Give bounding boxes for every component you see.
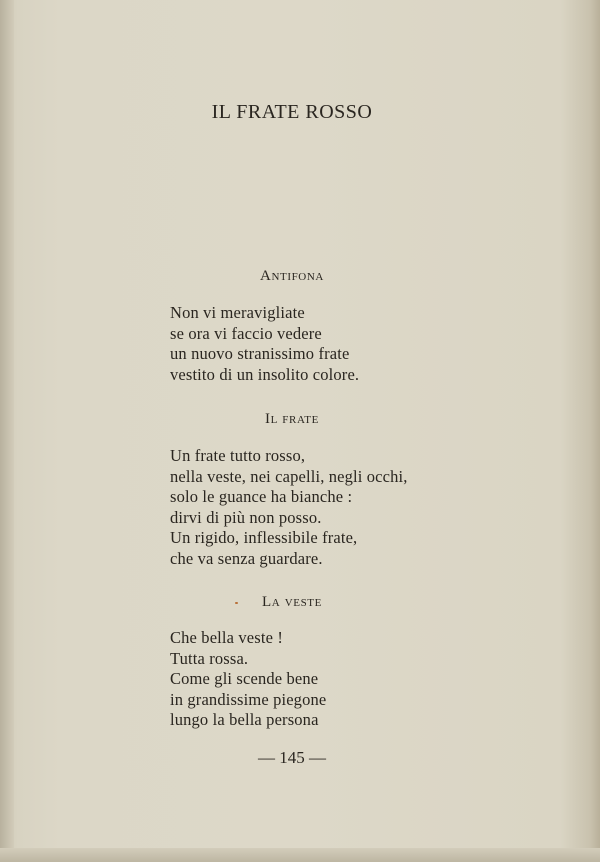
verse-line: Tutta rossa.	[170, 648, 249, 668]
verse-line: Che bella veste !	[170, 628, 283, 647]
section-heading-il-frate: Il frate	[265, 411, 319, 427]
paper-speck	[235, 602, 238, 604]
verse-line: in grandissime piegone	[170, 689, 327, 709]
page-bottom-edge	[0, 848, 600, 862]
verse-line: vestito di un insolito colore.	[170, 364, 360, 384]
verse-line: dirvi di più non posso.	[170, 507, 322, 527]
section-heading-antifona: Antifona	[260, 268, 324, 284]
page-number: — 145 —	[258, 748, 326, 767]
section-heading-la-veste: La veste	[262, 594, 322, 610]
verse-line: che va senza guardare.	[170, 548, 323, 568]
verse-line: Un rigido, inflessibile frate,	[170, 528, 358, 547]
verse-line: se ora vi faccio vedere	[170, 323, 322, 343]
poem-title: IL FRATE ROSSO	[211, 101, 373, 123]
page-gutter	[0, 0, 14, 862]
stanza-la-veste	[170, 628, 326, 731]
stanza-il-frate	[170, 446, 408, 569]
verse-line: nella veste, nei capelli, negli occhi,	[170, 466, 408, 486]
verse-line: solo le guance ha bianche :	[170, 487, 353, 506]
verse-line: un nuovo stranissimo frate	[170, 344, 350, 363]
verse-line: Un frate tutto rosso,	[170, 446, 306, 465]
verse-line: Non vi meravigliate	[170, 303, 305, 322]
stanza-antifona	[170, 303, 359, 385]
verse-line: lungo la bella persona	[170, 710, 319, 729]
verse-line: Come gli scende bene	[170, 669, 319, 688]
